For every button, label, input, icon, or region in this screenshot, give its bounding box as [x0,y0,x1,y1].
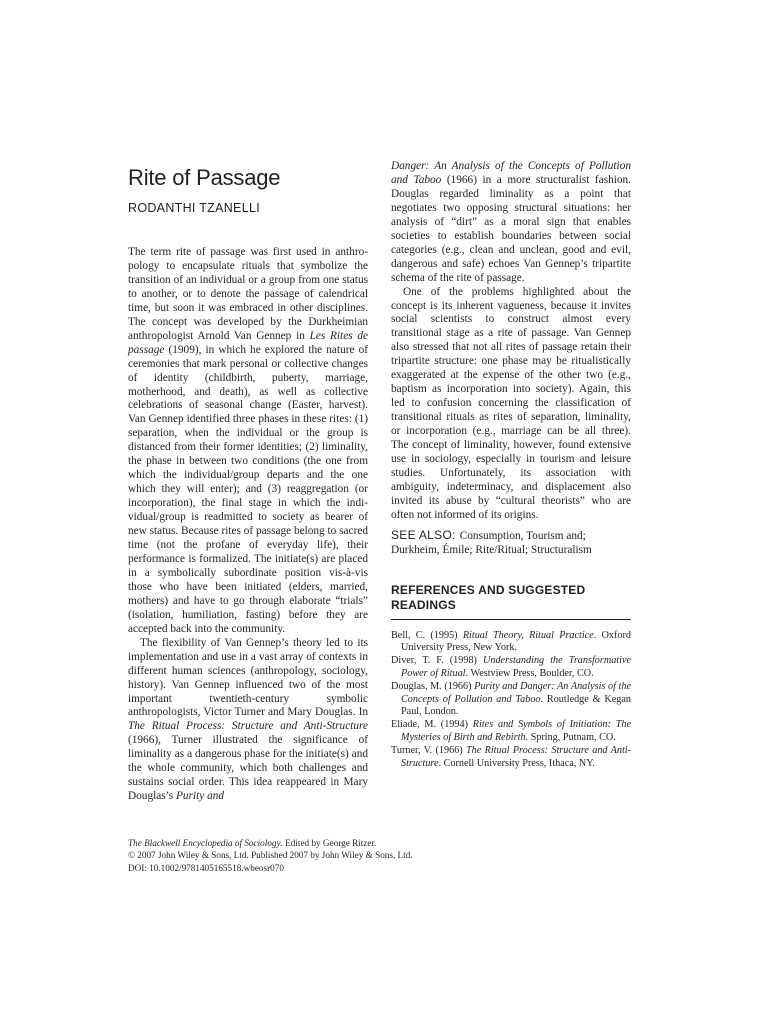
ref-title: Understanding the Transformative Power of Ritual [401,655,631,679]
reference-item [391,630,631,655]
text-run: (1909), in which he explored the nature of ceremonies that mark personal or collective changes of identity (childbirth, puberty, marriage, motherhood, and death), as well as collective celebrations of seasonal change (Easter, harvest). Van Gennep identified three phases in these rites: (1) separation, when the individual or the group is distanced from their former identities; (2) liminality, the phase in between two conditions (the one from which the individual/group departs and the one which they will enter); and (3) reaggregation (or incorporation), the final stage in which the individual/group is readmitted to society as bearer of new status. Because rites of passage belong to sacred time (not the profane of everyday life), their performance is formalized. The initiate(s) are placed in a symbolically subordinate position vis-à-vis those who have been initiated (elders, married, mothers) and have to go through elaborate “trials” (isolation, humiliation, fasting) before they are accepted back into the community. [128,343,368,635]
ref-title: Ritual Theory, Ritual Practice [462,629,594,641]
ref-author: Douglas, M. (1966) [391,681,475,693]
reference-item [391,681,631,719]
paragraph-problems: One of the problems highlighted about the concept is its inherent vagueness, because it invites social scientists to construct almost every transitional stage as a rite of passage. Van Gennep also stressed that not all rites of passage retain their tripartite structure: one phase may be ritualistically exaggerated at the expense of the other two (e.g., baptism as incorporation into society). Again, this led to confusion concerning the classification of transitional rituals as rites of separation, liminality, or incorporation (e.g., marriage can be all three). The concept of liminality, however, found extensive use in sociology, especially in tourism and leisure studies. Unfortunately, its association with ambiguity, indeterminacy, and displacement also invited its abuse by “cultural theorists” who are often not informed of its origins. [391,285,631,521]
text-run: The term rite of passage was first used in anthropology to encapsulate rituals that symbolize the transition of an individual or a group from one status to another, or to denote the passage of calendrical time, but soon it was embraced in other disciplines. The concept was developed by the Durkheimian anthropologist Arnold Van Gennep in [128,246,368,342]
ref-publisher: . Routledge & Kegan Paul, London. [401,693,631,718]
references-list [391,630,631,771]
ref-author: Turner, V. (1966) [391,745,466,757]
footer-editor: . Edited by George Ritzer. [280,838,377,848]
reference-item [391,719,631,744]
see-also-links[interactable]: Consumption, Tourism and; Durkheim, Émile; Rite/Ritual; Structuralism [391,529,592,556]
article-title: Rite of Passage [128,165,281,190]
text-run: The flexibility of Van Gennep’s theory led to its implementation and use in a vast array of contexts in different human sciences (anthropology, sociology, history). Van Gennep influenced two of the most important twentieth-century symbolic anthropologists, Victor Turner and Mary Douglas. In [128,636,368,719]
article-author: RODANTHI TZANELLI [128,201,260,215]
italic-title: The Ritual Process: Structure and Anti-Structure [128,720,368,733]
citation-footer [128,837,508,874]
see-also-label: SEE ALSO: [391,527,456,542]
ref-title: The Ritual Process: Structure and Anti-Structure [401,745,631,769]
footer-source-line [128,837,508,849]
right-column [391,160,631,771]
ref-author: Bell, C. (1995) [391,629,463,641]
left-column [128,160,368,804]
paragraph-flexibility [128,637,368,804]
ref-title: Rites and Symbols of Initiation: The Mysteries of Birth and Rebirth [401,719,632,743]
ref-publisher: . Spring, Putnam, CO. [525,731,616,743]
ref-title: Purity and Danger: An Analysis of the Concepts of Pollution and Taboo [401,681,631,705]
encyclopedia-title: The Blackwell Encyclopedia of Sociology [128,838,281,848]
reference-item [391,745,631,770]
paragraph-douglas [391,160,631,286]
ref-publisher: . Westview Press, Boulder, CO. [465,667,594,679]
text-run: (1966), Turner illustrated the significance of liminality as a dangerous phase for the initiate(s) and the whole community, which both challenges and sustains social order. This idea reappeared in Mary Douglas’s [128,734,368,803]
paragraph-intro [128,246,368,637]
reference-item [391,655,631,680]
ref-publisher: . Oxford University Press, New York. [401,629,631,654]
italic-title: Danger: An Analysis of the Concepts of Pollution and Taboo [391,160,631,186]
ref-publisher: . Cornell University Press, Ithaca, NY. [438,757,595,769]
see-also [391,529,631,558]
ref-author: Diver, T. F. (1998) [391,655,484,667]
italic-title: Purity and [176,790,225,803]
copyright-line: © 2007 John Wiley & Sons, Ltd. Published 2007 by John Wiley & Sons, Ltd. [128,850,413,861]
italic-title: Les Rites de passage [128,329,368,356]
ref-author: Eliade, M. (1994) [391,719,473,731]
text-run: (1966) in a more structuralist fashion. Douglas regarded liminality as a point that negotiates two opposing structural situations: her analysis of “dirt” as a moral sign that enables societies to establish boundaries between social categories (e.g., clean and unclean, good and evil, dangerous and safe) echoes Van Gennep’s tripartite schema of the rite of passage. [391,173,631,284]
references-heading: REFERENCES AND SUGGESTED READINGS [391,583,631,620]
doi-line[interactable]: DOI: 10.1002/9781405165518.wbeosr070 [128,862,284,873]
